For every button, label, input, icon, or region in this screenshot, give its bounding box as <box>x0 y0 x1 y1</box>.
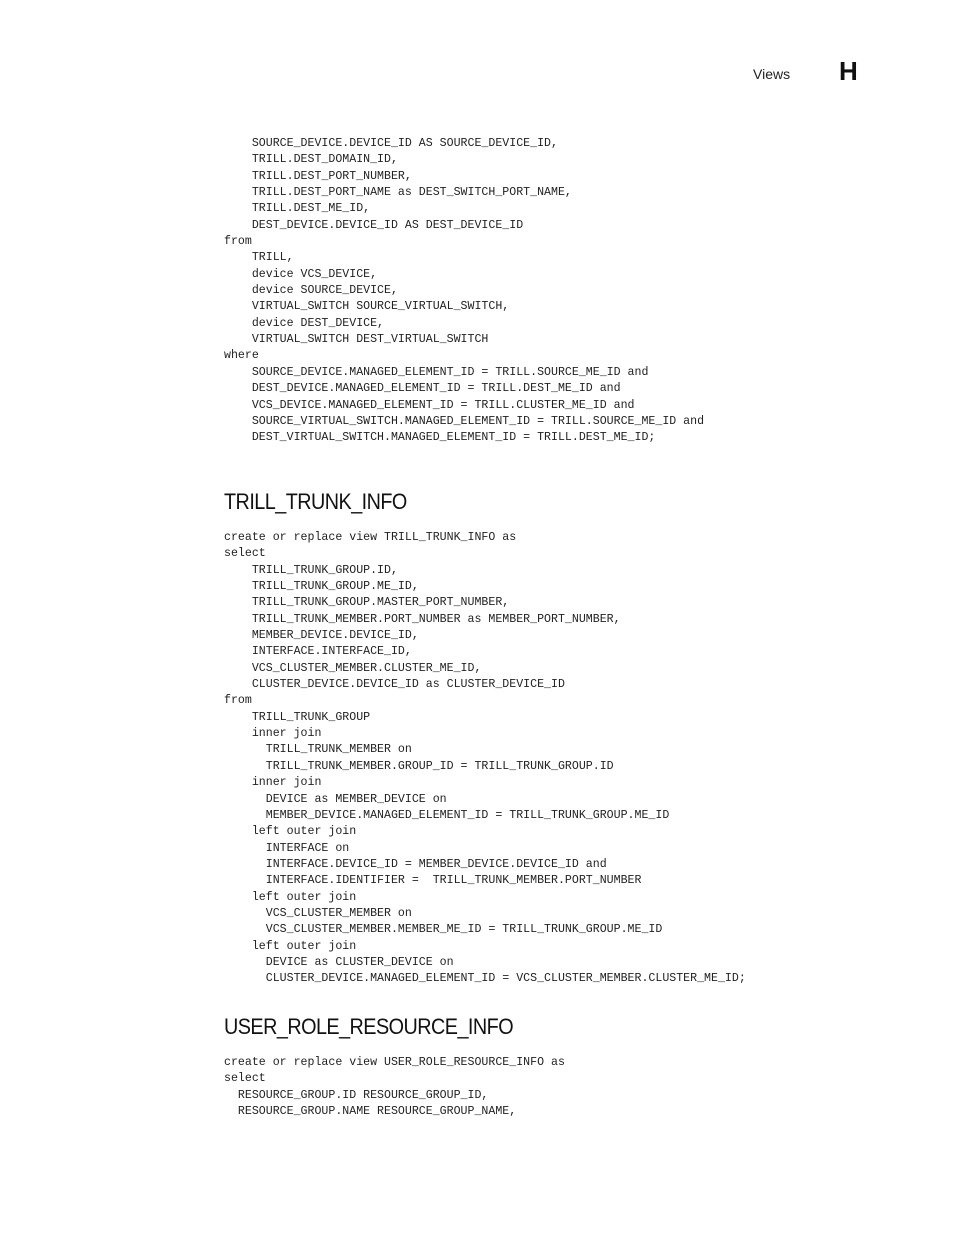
code-line: RESOURCE_GROUP.NAME RESOURCE_GROUP_NAME, <box>224 1105 517 1119</box>
code-line: MEMBER_DEVICE.MANAGED_ELEMENT_ID = TRILL_TRUNK_GROUP.ME_ID <box>224 808 670 822</box>
code-line: DEVICE as CLUSTER_DEVICE on <box>224 955 454 969</box>
code-line: SOURCE_DEVICE.MANAGED_ELEMENT_ID = TRILL.SOURCE_ME_ID and <box>224 365 649 379</box>
code-line: TRILL, <box>224 251 294 265</box>
code-line: SOURCE_VIRTUAL_SWITCH.MANAGED_ELEMENT_ID = TRILL.SOURCE_ME_ID and <box>224 414 705 428</box>
code-line: from <box>224 235 252 249</box>
chapter-letter: H <box>839 56 858 86</box>
code-line: RESOURCE_GROUP.ID RESOURCE_GROUP_ID, <box>224 1088 489 1102</box>
code-line: TRILL_TRUNK_GROUP.MASTER_PORT_NUMBER, <box>224 596 510 610</box>
code-line: create or replace view TRILL_TRUNK_INFO as <box>224 531 517 544</box>
code-line: INTERFACE on <box>224 841 350 855</box>
code-line: VCS_CLUSTER_MEMBER on <box>224 906 412 920</box>
code-line: from <box>224 694 252 708</box>
code-block-trill-trunk-info <box>224 530 746 988</box>
code-line: device DEST_DEVICE, <box>224 316 385 330</box>
code-line: left outer join <box>224 939 357 953</box>
running-header-section: Views <box>753 66 791 82</box>
code-line: TRILL.DEST_DOMAIN_ID, <box>224 153 398 167</box>
code-line: left outer join <box>224 825 357 839</box>
code-line: SOURCE_DEVICE.DEVICE_ID AS SOURCE_DEVICE_ID, <box>224 137 558 150</box>
code-line: left outer join <box>224 890 357 904</box>
code-line: DEVICE as MEMBER_DEVICE on <box>224 792 447 806</box>
running-header <box>0 56 954 86</box>
section-heading-trill-trunk-info: TRILL_TRUNK_INFO <box>224 489 407 514</box>
code-line: create or replace view USER_ROLE_RESOURCE_INFO as <box>224 1056 565 1069</box>
code-line: INTERFACE.INTERFACE_ID, <box>224 645 412 659</box>
code-line: VIRTUAL_SWITCH DEST_VIRTUAL_SWITCH <box>224 333 489 347</box>
code-line: VCS_DEVICE.MANAGED_ELEMENT_ID = TRILL.CLUSTER_ME_ID and <box>224 398 635 412</box>
code-line: INTERFACE.DEVICE_ID = MEMBER_DEVICE.DEVICE_ID and <box>224 857 607 871</box>
code-line: CLUSTER_DEVICE.MANAGED_ELEMENT_ID = VCS_CLUSTER_MEMBER.CLUSTER_ME_ID; <box>224 972 746 986</box>
code-line: INTERFACE.IDENTIFIER = TRILL_TRUNK_MEMBER.PORT_NUMBER <box>224 874 642 888</box>
code-line: TRILL.DEST_PORT_NAME as DEST_SWITCH_PORT_NAME, <box>224 186 572 200</box>
code-line: CLUSTER_DEVICE.DEVICE_ID as CLUSTER_DEVICE_ID <box>224 678 565 692</box>
code-line: TRILL_TRUNK_MEMBER on <box>224 743 412 757</box>
code-block-trill-view-continued <box>224 136 704 447</box>
code-line: where <box>224 349 259 363</box>
code-line: DEST_DEVICE.MANAGED_ELEMENT_ID = TRILL.DEST_ME_ID and <box>224 382 621 396</box>
code-block-user-role-resource-info <box>224 1055 565 1120</box>
section-heading-user-role-resource-info: USER_ROLE_RESOURCE_INFO <box>224 1014 514 1039</box>
code-line: DEST_VIRTUAL_SWITCH.MANAGED_ELEMENT_ID = TRILL.DEST_ME_ID; <box>224 431 656 445</box>
code-line: select <box>224 1072 266 1086</box>
code-line: VCS_CLUSTER_MEMBER.MEMBER_ME_ID = TRILL_TRUNK_GROUP.ME_ID <box>224 923 663 937</box>
code-line: VIRTUAL_SWITCH SOURCE_VIRTUAL_SWITCH, <box>224 300 510 314</box>
code-line: TRILL.DEST_ME_ID, <box>224 202 371 216</box>
code-line: select <box>224 547 266 561</box>
code-line: TRILL_TRUNK_GROUP.ME_ID, <box>224 580 419 594</box>
code-line: TRILL_TRUNK_MEMBER.GROUP_ID = TRILL_TRUNK_GROUP.ID <box>224 759 614 773</box>
code-line: TRILL_TRUNK_MEMBER.PORT_NUMBER as MEMBER_PORT_NUMBER, <box>224 612 621 626</box>
code-line: MEMBER_DEVICE.DEVICE_ID, <box>224 629 419 643</box>
code-line: device SOURCE_DEVICE, <box>224 284 398 298</box>
code-line: VCS_CLUSTER_MEMBER.CLUSTER_ME_ID, <box>224 661 482 675</box>
code-line: TRILL_TRUNK_GROUP.ID, <box>224 563 398 577</box>
code-line: device VCS_DEVICE, <box>224 267 378 281</box>
code-line: TRILL_TRUNK_GROUP <box>224 710 371 724</box>
code-line: TRILL.DEST_PORT_NUMBER, <box>224 169 412 183</box>
code-line: inner join <box>224 727 322 741</box>
code-line: DEST_DEVICE.DEVICE_ID AS DEST_DEVICE_ID <box>224 218 524 232</box>
code-line: inner join <box>224 776 322 790</box>
